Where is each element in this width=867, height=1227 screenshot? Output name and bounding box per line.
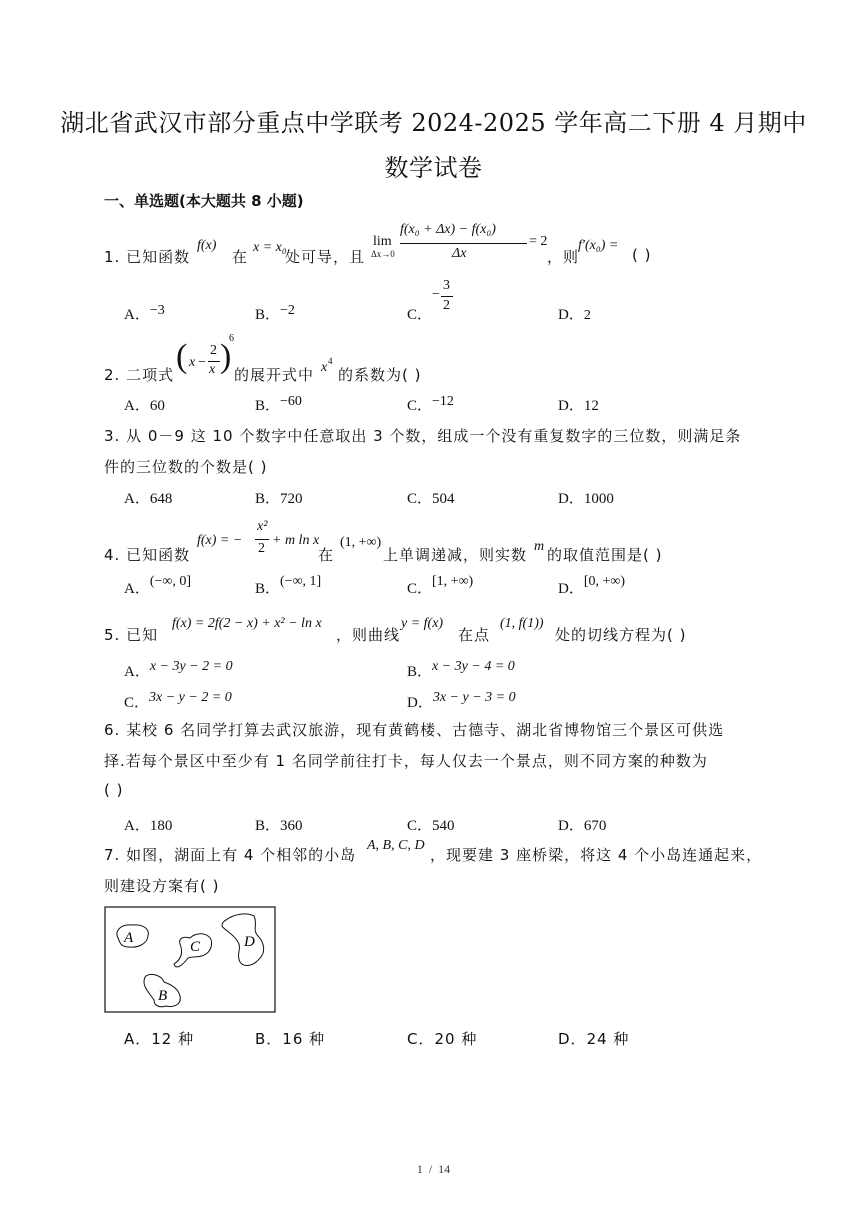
q2-close-paren: ) bbox=[220, 338, 232, 375]
island-label-b: B bbox=[158, 988, 168, 1004]
q1-option-c-sign: − bbox=[432, 287, 440, 302]
q3-option-d: D．1000 bbox=[558, 491, 614, 507]
q4-option-d: D．[0, +∞) bbox=[558, 574, 626, 597]
q6-option-b: B．360 bbox=[255, 818, 303, 834]
q2-x4-exp: 4 bbox=[328, 356, 333, 366]
q4-stem-b: 在 bbox=[318, 546, 335, 564]
page-title: 湖北省武汉市部分重点中学联考 2024-2025 学年高二下册 4 月期中 bbox=[60, 109, 807, 137]
q7-option-c: C．20 种 bbox=[407, 1030, 478, 1048]
q5-curve: y = f(x) bbox=[401, 616, 444, 631]
q2-stem-b: 的展开式中 bbox=[234, 366, 315, 384]
q2-stem-a: 2. 二项式 bbox=[104, 366, 175, 384]
q5-stem-c: 在点 bbox=[458, 626, 491, 644]
q6-option-a: A．180 bbox=[124, 818, 173, 834]
island-label-c: C bbox=[190, 939, 201, 955]
q6-stem-line3: ( ) bbox=[104, 781, 124, 799]
q4-option-a: A．(−∞, 0] bbox=[124, 574, 192, 597]
q2-option-c: C．−12 bbox=[407, 394, 454, 414]
q7-stem-line2: 则建设方案有( ) bbox=[104, 877, 220, 895]
q1-option-c-bar bbox=[441, 296, 453, 297]
q7-stem-a: 7. 如图，湖面上有 4 个相邻的小岛 bbox=[104, 846, 357, 864]
q7-option-b: B．16 种 bbox=[255, 1030, 326, 1048]
q2-open-paren: ( bbox=[176, 338, 188, 375]
islands-figure bbox=[104, 906, 276, 1013]
page-subtitle: 数学试卷 bbox=[384, 154, 483, 182]
q2-option-b: B．−60 bbox=[255, 394, 302, 414]
q6-option-c: C．540 bbox=[407, 818, 455, 834]
q3-stem-line1: 3. 从 0－9 这 10 个数字中任意取出 3 个数，组成一个没有重复数字的三位数，则满足条 bbox=[104, 427, 742, 445]
q1-fraction-bar bbox=[400, 243, 527, 244]
q2-option-d: D．12 bbox=[558, 398, 599, 414]
q1-option-a: A．−3 bbox=[124, 303, 165, 323]
q2-x4: x bbox=[321, 360, 328, 375]
q4-num: x² bbox=[257, 519, 268, 534]
island-label-d: D bbox=[244, 934, 255, 950]
page-number: 1 / 14 bbox=[416, 1162, 451, 1176]
q1-fx: f(x) bbox=[197, 238, 217, 253]
q6-option-d: D．670 bbox=[558, 818, 607, 834]
q2-den: x bbox=[209, 362, 216, 377]
q5-option-c: C．3x − y − 2 = 0 bbox=[124, 690, 232, 711]
q1-lim-num: f(x₀ + Δx) − f(x₀) bbox=[400, 222, 496, 237]
q5-option-b: B．x − 3y − 4 = 0 bbox=[407, 659, 515, 680]
q1-stem-b: 在 bbox=[232, 248, 249, 266]
q5-eq: f(x) = 2f(2 − x) + x² − ln x bbox=[172, 616, 322, 631]
q7-stem-b: ，现要建 3 座桥梁，将这 4 个小岛连通起来， bbox=[430, 846, 763, 864]
q1-option-b: B．−2 bbox=[255, 303, 295, 323]
q7-islands: A, B, C, D bbox=[367, 838, 425, 853]
q5-option-a: A．x − 3y − 2 = 0 bbox=[124, 659, 233, 680]
q1-stem-d: ，则 bbox=[547, 248, 580, 266]
q4-tail: + m ln x bbox=[272, 533, 320, 548]
q2-x: x bbox=[189, 355, 196, 370]
q1-lim-eq: = 2 bbox=[529, 234, 548, 249]
q4-stem-c: 上单调递减，则实数 bbox=[383, 546, 528, 564]
q5-stem-a: 5. 已知 bbox=[104, 626, 159, 644]
island-label-a: A bbox=[124, 930, 134, 946]
q1-lim: lim bbox=[373, 234, 392, 249]
q3-option-a: A．648 bbox=[124, 491, 173, 507]
q4-fx: f(x) = − bbox=[197, 533, 243, 548]
q3-option-b: B．720 bbox=[255, 491, 303, 507]
q1-xeq: x = x₀ bbox=[253, 240, 287, 255]
q1-option-d: D．2 bbox=[558, 307, 591, 323]
q4-fraction-bar bbox=[255, 539, 269, 540]
q4-stem-d: 的取值范围是( ) bbox=[547, 546, 663, 564]
q7-option-a: A．12 种 bbox=[124, 1030, 195, 1048]
q1-stem-c: 处可导，且 bbox=[285, 248, 366, 266]
q4-interval: (1, +∞) bbox=[340, 535, 382, 550]
q3-option-c: C．504 bbox=[407, 491, 455, 507]
q5-stem-b: ，则曲线 bbox=[336, 626, 401, 644]
q2-minus: − bbox=[198, 355, 206, 370]
q1-option-c: C． bbox=[407, 307, 433, 323]
q1-lim-den: Δx bbox=[452, 246, 467, 261]
q6-stem-line1: 6. 某校 6 名同学打算去武汉旅游，现有黄鹤楼、古德寺、湖北省博物馆三个景区可供选 bbox=[104, 721, 725, 739]
q4-den: 2 bbox=[258, 541, 265, 556]
q1-lim-sub: Δx→0 bbox=[371, 249, 395, 259]
q2-exp: 6 bbox=[229, 333, 234, 344]
q4-option-c: C．[1, +∞) bbox=[407, 574, 474, 597]
q1-option-c-num: 3 bbox=[443, 278, 450, 293]
q2-stem-c: 的系数为( ) bbox=[338, 366, 422, 384]
q1-stem-a: 1. 已知函数 bbox=[104, 248, 191, 266]
q4-m: m bbox=[534, 539, 545, 554]
q2-option-a: A．60 bbox=[124, 398, 165, 414]
q2-num: 2 bbox=[210, 343, 217, 358]
q5-option-d: D．3x − y − 3 = 0 bbox=[407, 690, 516, 711]
q4-stem-a: 4. 已知函数 bbox=[104, 546, 191, 564]
island-d-shape bbox=[222, 914, 264, 966]
q7-option-d: D．24 种 bbox=[558, 1030, 630, 1048]
section-heading: 一、单选题(本大题共 8 小题) bbox=[104, 192, 304, 210]
q1-paren: ( ) bbox=[632, 246, 652, 264]
q5-stem-d: 处的切线方程为( ) bbox=[555, 626, 687, 644]
q6-stem-line2: 择.若每个景区中至少有 1 名同学前往打卡，每人仅去一个景点，则不同方案的种数为 bbox=[104, 752, 708, 770]
q5-point: (1, f(1)) bbox=[500, 616, 544, 631]
q1-deriv: f′(x₀) = bbox=[578, 238, 619, 253]
q3-stem-line2: 件的三位数的个数是( ) bbox=[104, 458, 268, 476]
q1-option-c-den: 2 bbox=[443, 298, 450, 313]
q4-option-b: B．(−∞, 1] bbox=[255, 574, 322, 597]
